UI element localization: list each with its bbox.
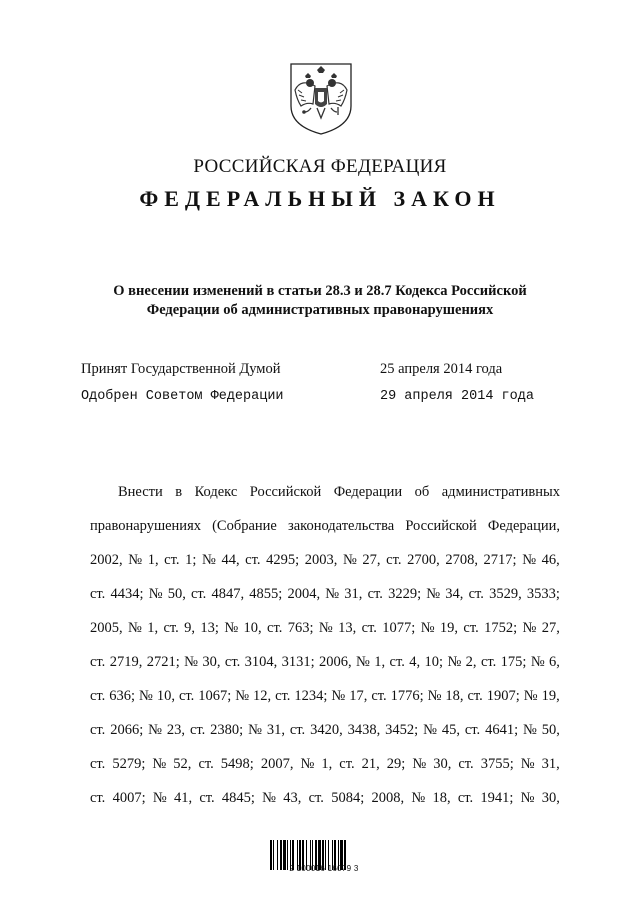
law-body-text — [90, 475, 560, 815]
barcode — [268, 832, 380, 892]
body-line: 2002, № 1, ст. 1; № 44, ст. 4295; 2003, № 27, ст. 2700, 2708, 2717; № 46, — [90, 552, 560, 568]
body-line: ст. 4434; № 50, ст. 4847, 4855; 2004, № 31, ст. 3229; № 34, ст. 3529, 3533; — [90, 586, 560, 602]
body-line: ст. 2719, 2721; № 30, ст. 3104, 3131; 2006, № 1, ст. 4, 10; № 2, ст. 175; № 6, — [90, 654, 560, 670]
coat-of-arms-emblem — [287, 62, 355, 136]
duma-adoption-label: Принят Государственной Думой — [81, 361, 281, 377]
law-title-line: О внесении изменений в статьи 28.3 и 28.7 Кодекса Российской — [113, 283, 527, 299]
body-line: Внести в Кодекс Российской Федерации об административных — [118, 484, 560, 500]
council-approval-date: 29 апреля 2014 года — [380, 389, 534, 404]
document-type-heading: ФЕДЕРАЛЬНЫЙ ЗАКОН — [139, 186, 501, 211]
body-line: ст. 4007; № 41, ст. 4845; № 43, ст. 5084; 2008, № 18, ст. 1941; № 30, — [90, 790, 560, 806]
body-line: правонарушениях (Собрание законодательства Российской Федерации, — [90, 518, 560, 534]
body-line: ст. 636; № 10, ст. 1067; № 12, ст. 1234; № 17, ст. 1776; № 18, ст. 1907; № 19, — [90, 688, 560, 704]
law-title-line: Федерации об административных правонарушениях — [146, 302, 494, 318]
barcode-number: 2 100016 16079 3 — [289, 864, 359, 873]
law-title — [80, 282, 560, 320]
body-line: ст. 5279; № 52, ст. 5498; 2007, № 1, ст. 21, 29; № 30, ст. 3755; № 31, — [90, 756, 560, 772]
council-approval-label: Одобрен Советом Федерации — [81, 389, 284, 404]
duma-adoption-date: 25 апреля 2014 года — [380, 361, 503, 377]
country-heading: РОССИЙСКАЯ ФЕДЕРАЦИЯ — [193, 156, 447, 177]
body-line: 2005, № 1, ст. 9, 13; № 10, ст. 763; № 13, ст. 1077; № 19, ст. 1752; № 27, — [90, 620, 560, 636]
body-line: ст. 2066; № 23, ст. 2380; № 31, ст. 3420, 3438, 3452; № 45, ст. 4641; № 50, — [90, 722, 560, 738]
